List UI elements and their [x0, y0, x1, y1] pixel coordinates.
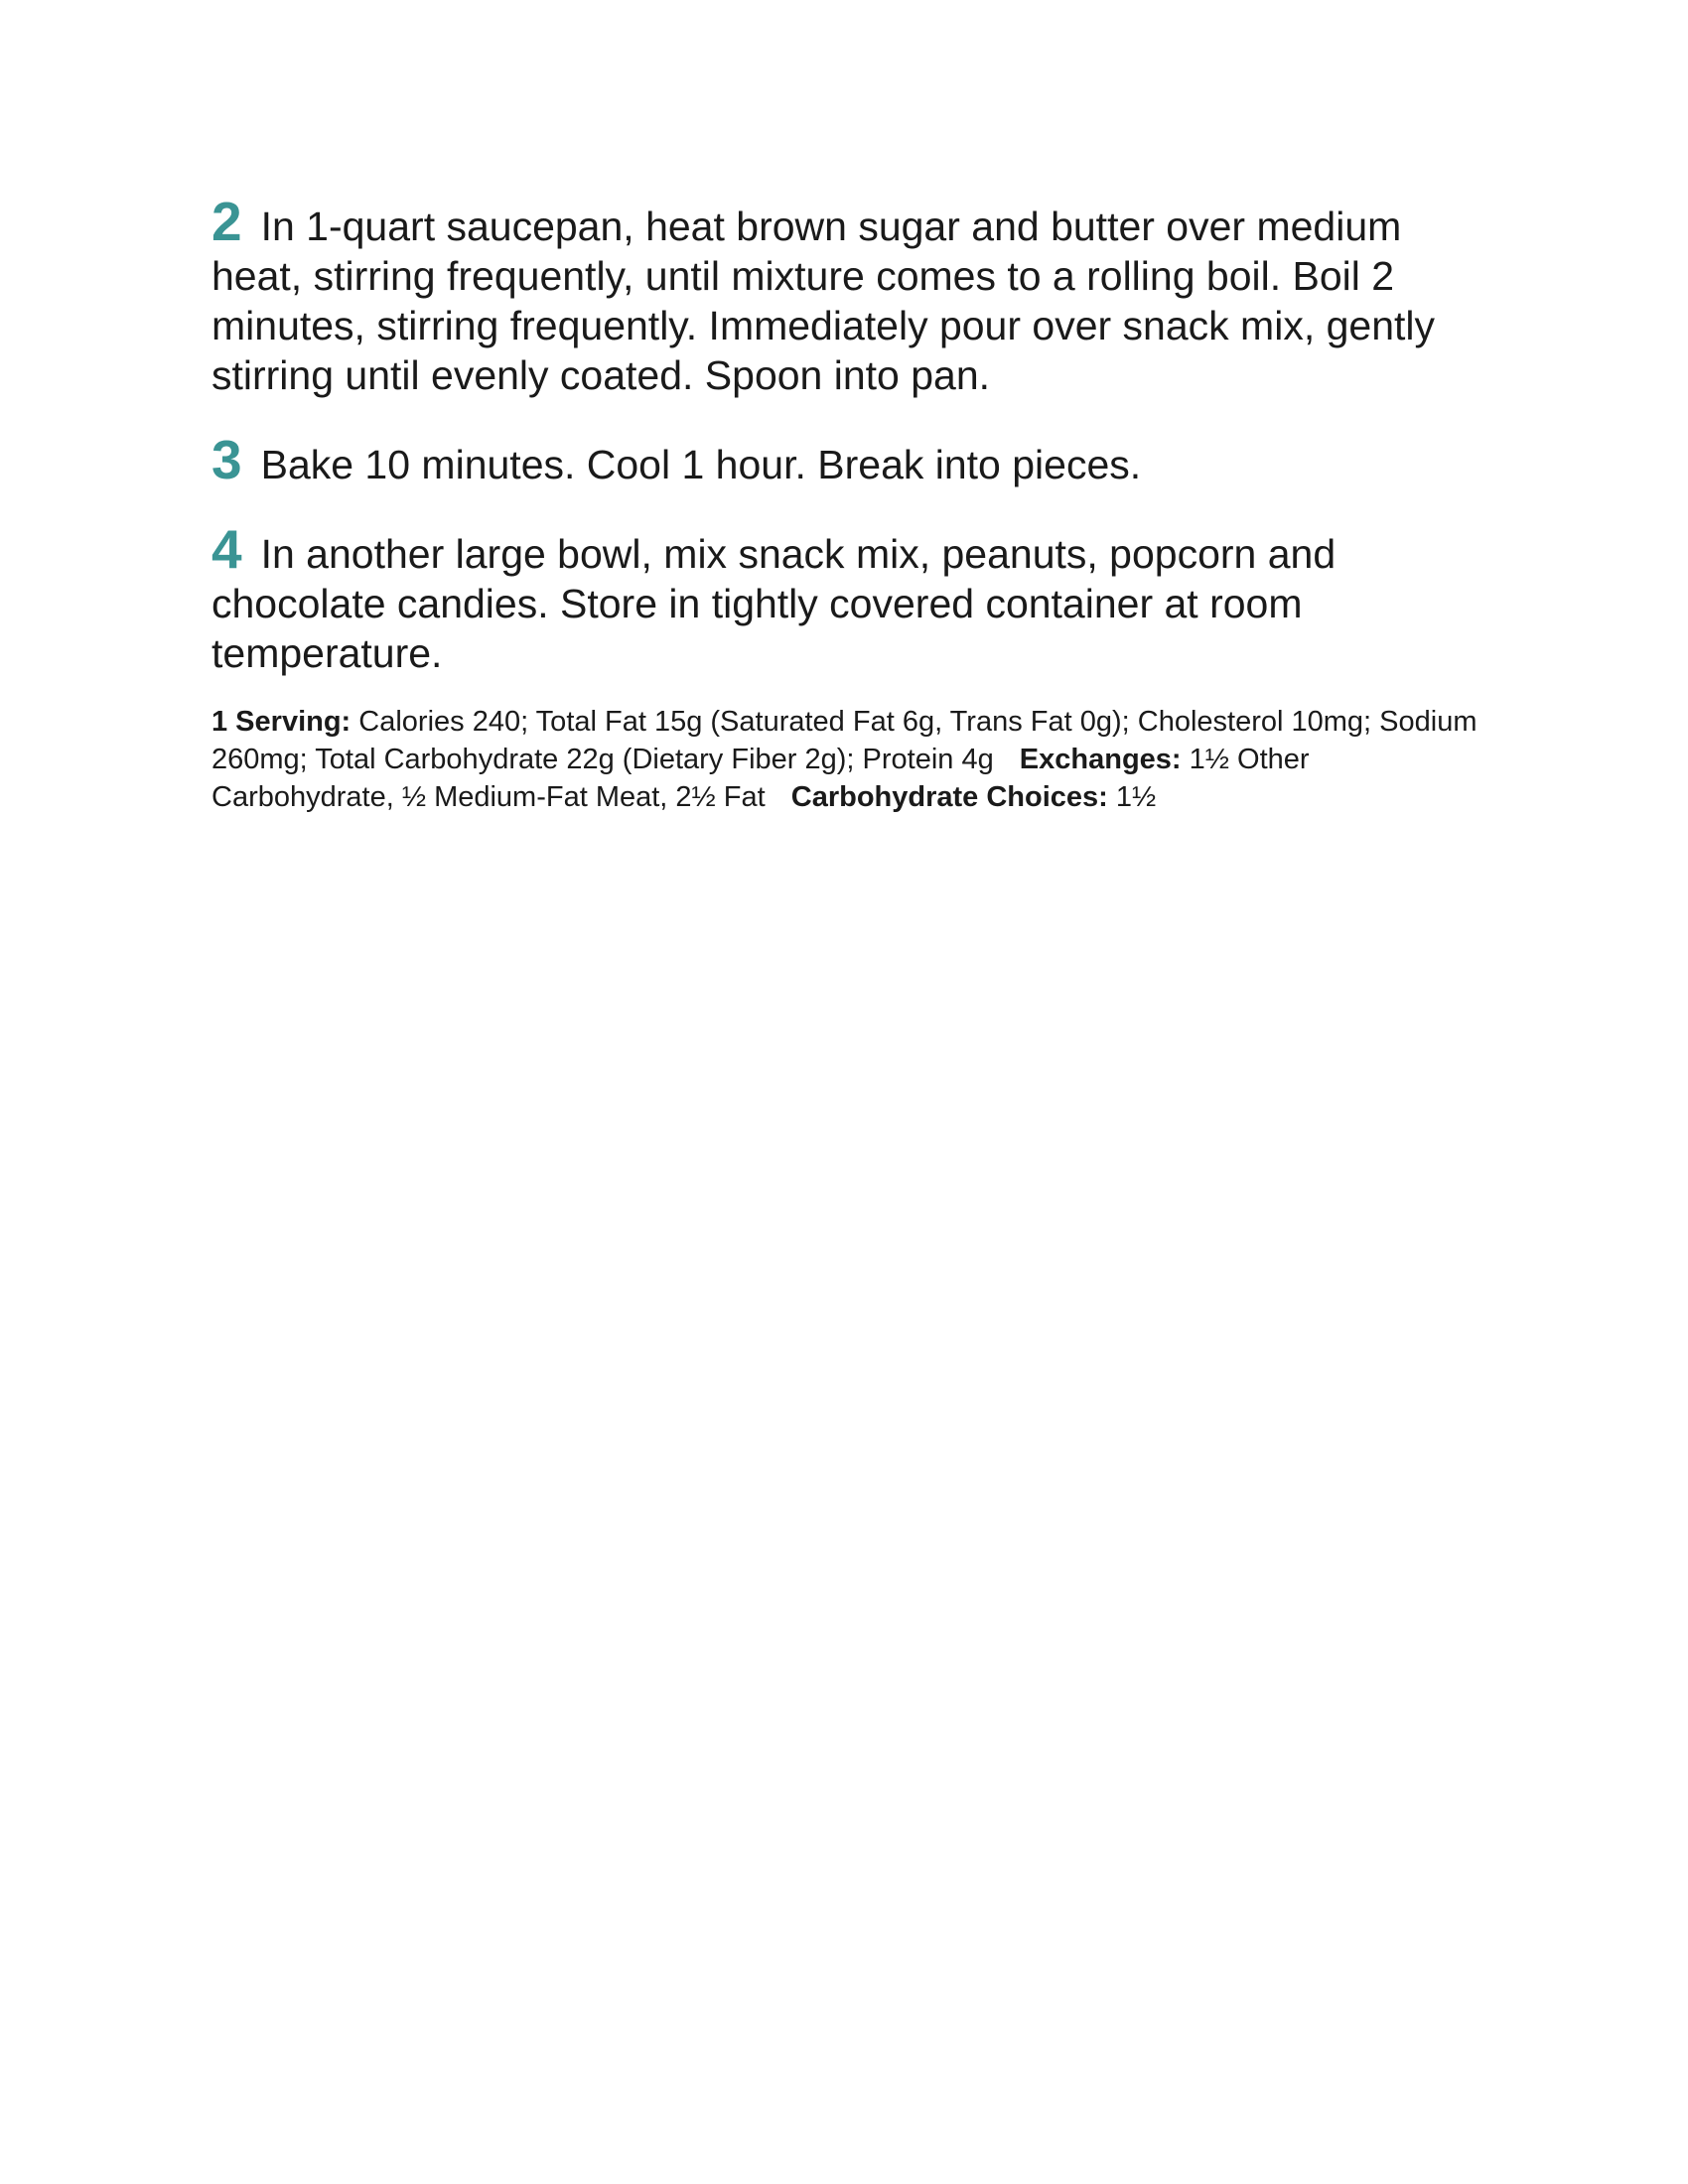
carb-choices-label: Carbohydrate Choices: — [790, 781, 1108, 813]
nutrition-info — [211, 703, 1492, 816]
step-number: 4 — [211, 518, 241, 580]
recipe-step-3 — [211, 429, 1492, 490]
step-text: In another large bowl, mix snack mix, peanuts, popcorn and chocolate candies. Store in tightly covered container at room temperature. — [211, 531, 1336, 676]
recipe-step-2 — [211, 191, 1492, 400]
serving-text: Calories 240; Total Fat 15g (Saturated Fat 6g, Trans Fat 0g); Cholesterol 10mg; Sodium 260mg; Total Carbohydrate 22g (Dietary Fiber 2g); Protein 4g — [211, 706, 1477, 775]
carb-choices-text: 1½ — [1115, 781, 1157, 813]
serving-label: 1 Serving: — [211, 706, 352, 738]
recipe-page — [211, 191, 1492, 845]
exchanges-label: Exchanges: — [1019, 744, 1182, 775]
step-text: In 1-quart saucepan, heat brown sugar and butter over medium heat, stirring frequently, until mixture comes to a rolling boil. Boil 2 minutes, stirring frequently. Immediately pour over snack mix, gently stirring until evenly coated. Spoon into pan. — [211, 204, 1436, 398]
step-number: 2 — [211, 191, 241, 252]
recipe-step-4 — [211, 518, 1492, 678]
step-number: 3 — [211, 429, 241, 490]
step-text: Bake 10 minutes. Cool 1 hour. Break into pieces. — [260, 442, 1142, 487]
exchanges-text: 1½ Other Carbohydrate, ½ Medium-Fat Meat, 2½ Fat — [211, 744, 1310, 813]
